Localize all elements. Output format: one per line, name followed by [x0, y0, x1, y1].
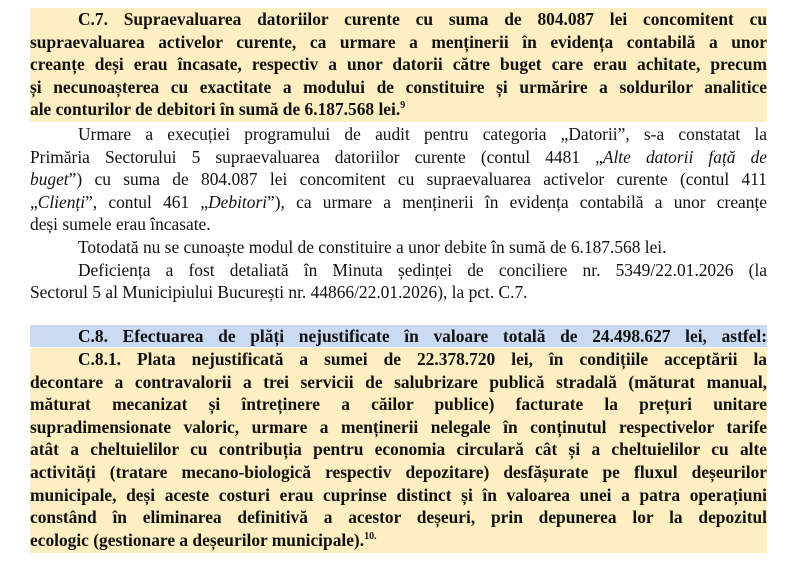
- c7-heading-line-last: [30, 98, 767, 121]
- c7-para1-line: [30, 168, 767, 191]
- c7-heading-line: ale conturilor de debitori în sumă de 6.187.568 lei.: [30, 99, 401, 120]
- c7-para1-text: ”, contul 461 „: [85, 191, 209, 212]
- c8-1-section: [30, 348, 767, 553]
- c7-heading-line: C.7. Supraevaluarea datoriilor curente cu suma de 804.087 lei concomitent cu: [78, 9, 767, 29]
- c7-para1-italic: Alte datorii față de: [602, 146, 767, 167]
- c7-para3-line: Deficiența a fost detaliată în Minuta ședinței de conciliere nr. 5349/22.01.2026 (la: [78, 259, 767, 280]
- c7-para1-text: ”), ca urmare a menținerii în evidența contabilă a unor creanțe: [267, 191, 767, 212]
- c8-1-line: constând în eliminarea definitivă a acestor deșeuri, prin depunerea lor la depozitul: [30, 507, 767, 528]
- c8-1-line-last: [30, 529, 767, 552]
- c7-heading-line: creanțe deși erau încasate, respectiv a unor datorii către buget care erau achitate, precum: [30, 54, 767, 75]
- c8-1-line: decontare a contravalorii a trei servicii de salubrizare publică stradală (măturat manual,: [30, 371, 767, 392]
- c7-para3-line: Sectorul 5 al Municipiului București nr. 44866/22.01.2026), la pct. C.7.: [30, 282, 528, 303]
- c7-para1-text: ”) cu suma de 804.087 lei concomitent cu supraevaluarea activelor curente (contul 411: [68, 169, 767, 190]
- c7-para1-text: „: [30, 191, 38, 212]
- c8-1-line: ecologic (gestionare a deșeurilor municipale).: [30, 529, 365, 550]
- c7-para1-italic: buget: [30, 169, 69, 190]
- c8-heading-text: C.8. Efectuarea de plăți nejustificate în valoare totală de 24.498.627 lei, astfel:: [78, 326, 767, 346]
- c7-para1-italic: Debitori: [208, 191, 268, 212]
- c8-1-line: atât a cheltuielilor cu contribuția pentru economia circulară cât și a cheltuielilor cu alte: [30, 439, 767, 460]
- c7-para1-line: [30, 191, 767, 214]
- c8-heading: [30, 325, 767, 347]
- c7-para2: Totodată nu se cunoaște modul de constituire a unor debite în sumă de 6.187.568 lei.: [78, 236, 667, 257]
- c8-1-line: supradimensionate valoric, urmare a menținerii nelegale în conținutul respectivelor tarife: [30, 416, 767, 437]
- c8-1-line: activități (tratare mecano-biologică respectiv depozitare) desfășurate pe fluxul deșeurilor: [30, 461, 767, 482]
- footnote-marker: 10.: [364, 530, 377, 542]
- c7-heading-line: și necunoașterea cu exactitate a modului de constituire și urmărire a soldurilor analitice: [30, 76, 767, 97]
- c7-para1-text: Primăria Sectorului 5 supraevaluarea datoriilor curente (contul 4481 „: [30, 146, 603, 167]
- c7-para1-italic: Clienți: [37, 191, 86, 212]
- footnote-marker: 9: [400, 100, 406, 112]
- c7-heading: [30, 8, 767, 122]
- c7-para1-line: Urmare a execuției programului de audit pentru categoria „Datorii”, s-a constatat la: [78, 124, 767, 144]
- c8-1-line: municipale, deși aceste costuri erau cuprinse distinct și în valoarea unei a patra operațiuni: [30, 484, 767, 505]
- c7-para1-line: [30, 146, 767, 169]
- c7-para1-line: deși sumele erau încasate.: [30, 214, 211, 235]
- c8-1-line: C.8.1. Plata nejustificată a sumei de 22.378.720 lei, în condițiile acceptării la: [78, 349, 767, 369]
- c8-1-line: măturat mecanizat și întreținere a căilor publice) facturate la prețuri unitare: [30, 394, 767, 415]
- c7-body: [30, 123, 767, 304]
- c7-heading-line: supraevaluarea activelor curente, ca urmare a menținerii în evidența contabilă a unor: [30, 31, 767, 52]
